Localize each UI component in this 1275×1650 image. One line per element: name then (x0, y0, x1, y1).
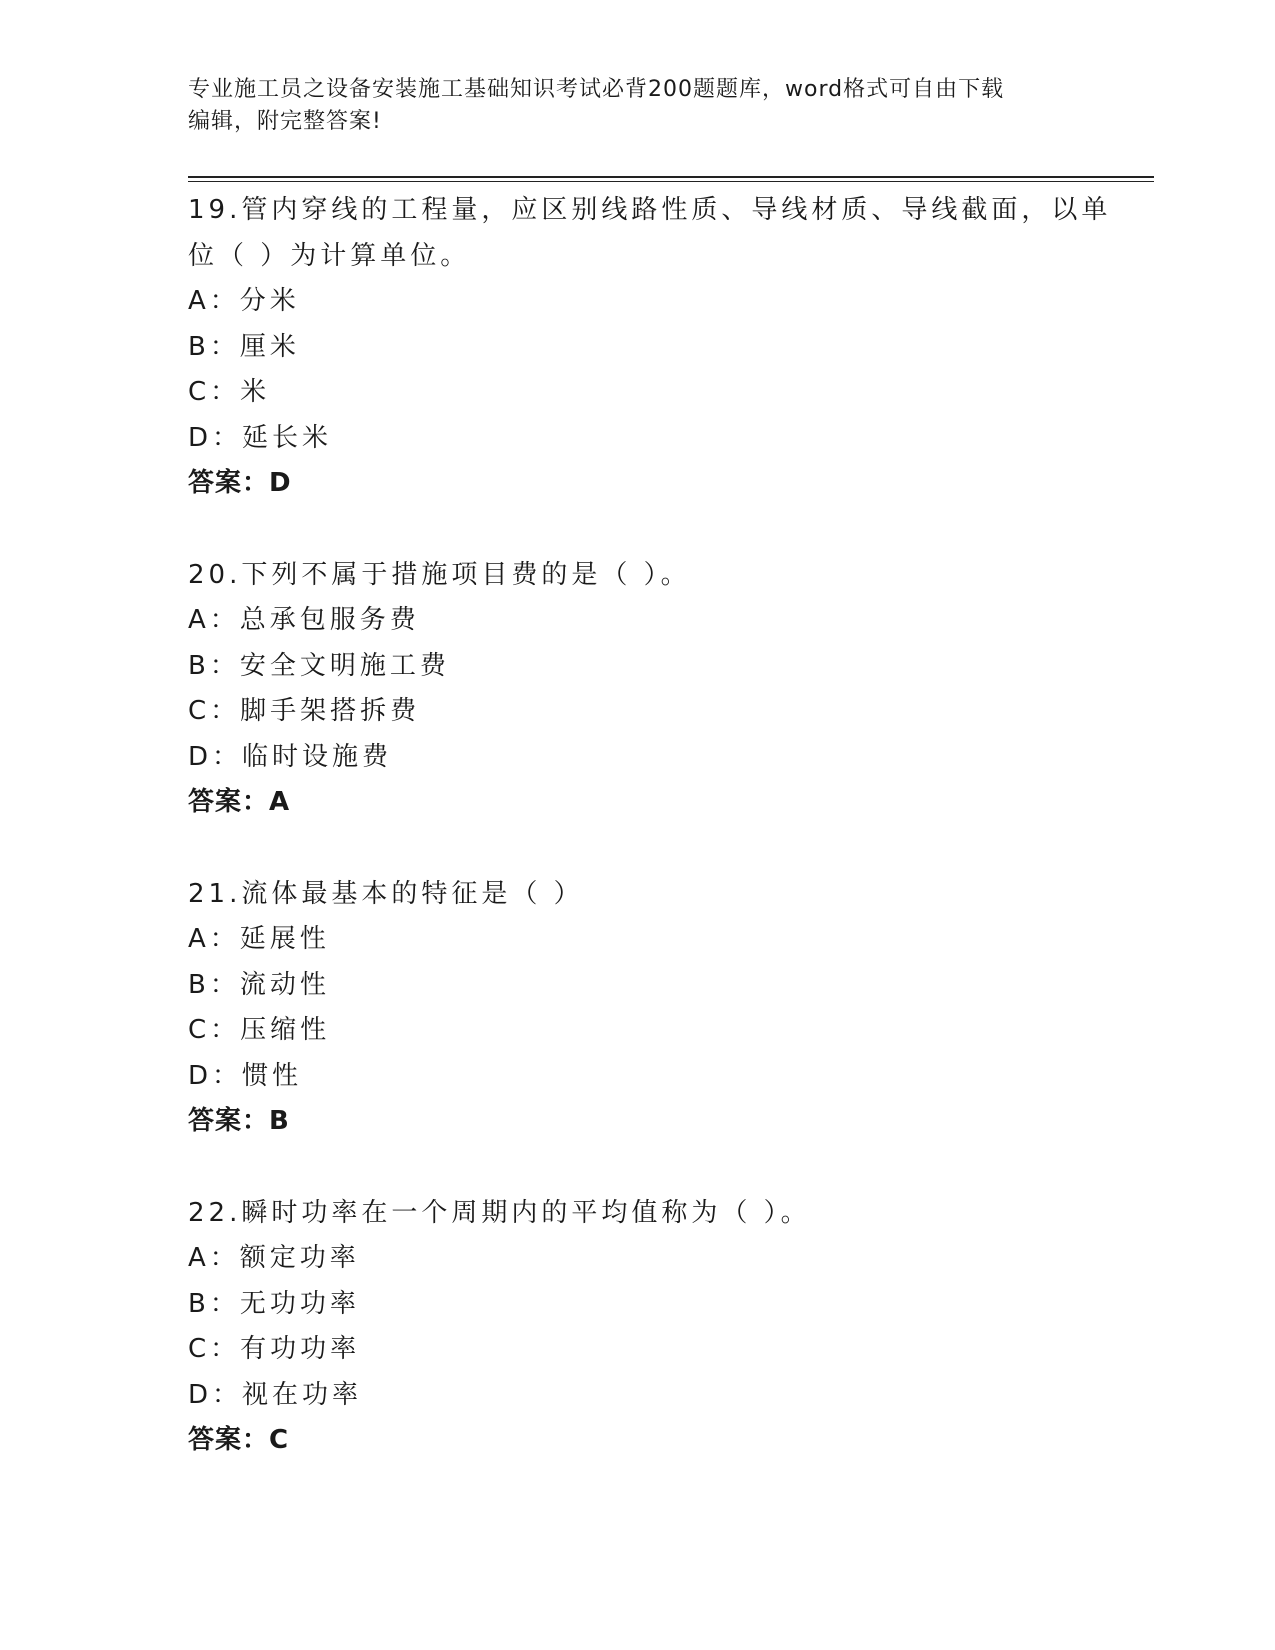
question-22 (188, 1191, 1088, 1464)
header-title-line-1: 专业施工员之设备安装施工基础知识考试必背200题题库，word格式可自由下载 (188, 77, 1005, 102)
question-list (188, 188, 1112, 1510)
option-d: D：惯性 (188, 1060, 303, 1091)
header-divider-thick (188, 176, 1154, 178)
question-21 (188, 872, 1088, 1145)
question-stem: 21.流体最基本的特征是（ ） (188, 878, 584, 909)
question-19 (188, 188, 1112, 507)
answer: 答案：D (188, 468, 292, 498)
question-stem: 20.下列不属于措施项目费的是（ ）。 (188, 559, 691, 590)
header-divider-thin (188, 181, 1154, 182)
option-c: C：有功功率 (188, 1334, 361, 1364)
option-d: D：延长米 (188, 422, 333, 453)
question-stem: 22.瞬时功率在一个周期内的平均值称为（ ）。 (188, 1197, 811, 1228)
answer: 答案：A (188, 787, 291, 817)
option-d: D：视在功率 (188, 1379, 363, 1410)
option-a: A：额定功率 (188, 1243, 360, 1273)
option-b: B：安全文明施工费 (188, 650, 450, 681)
option-d: D：临时设施费 (188, 741, 393, 772)
answer: 答案：B (188, 1106, 290, 1136)
option-b: B：流动性 (188, 969, 330, 1000)
option-a: A：分米 (188, 286, 300, 316)
question-stem: 19.管内穿线的工程量，应区别线路性质、导线材质、导线截面，以单 (188, 195, 1112, 225)
question-stem-continued: 位（ ）为计算单位。 (188, 240, 471, 271)
answer: 答案：C (188, 1425, 290, 1455)
option-a: A：延展性 (188, 924, 330, 954)
option-b: B：无功功率 (188, 1288, 360, 1319)
question-20 (188, 553, 1088, 826)
option-c: C：米 (188, 377, 271, 407)
option-c: C：脚手架搭拆费 (188, 696, 421, 726)
option-a: A：总承包服务费 (188, 605, 420, 635)
document-header (188, 74, 1088, 138)
option-b: B：厘米 (188, 331, 300, 362)
header-title-line-2: 编辑，附完整答案! (188, 109, 382, 134)
option-c: C：压缩性 (188, 1015, 331, 1045)
